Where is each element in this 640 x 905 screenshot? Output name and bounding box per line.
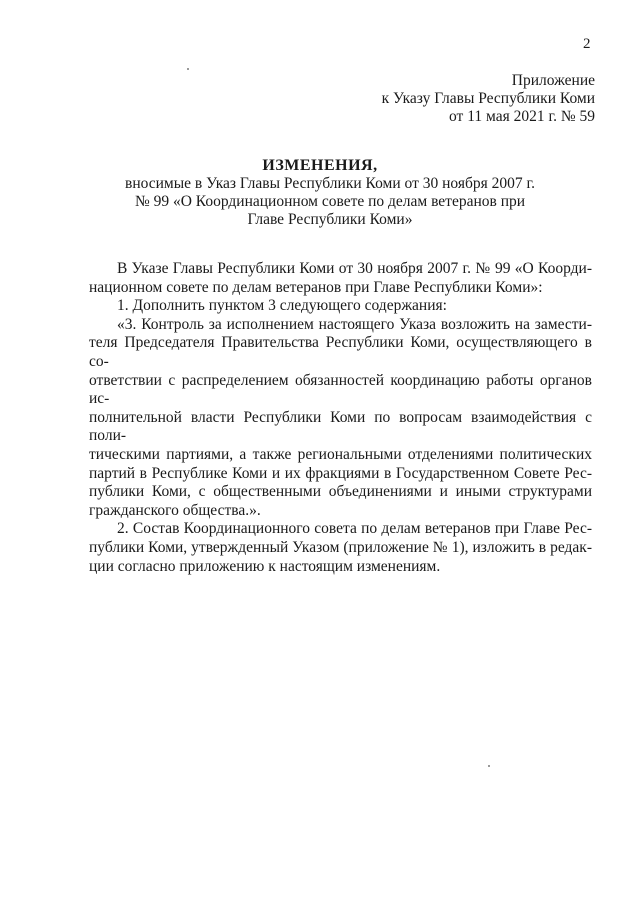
quote-paragraph-line: публики Коми, с общественными объединениями и иными структурами (89, 483, 592, 501)
quote-paragraph-line: партий в Республике Коми и их фракциями в Государственном Совете Рес- (89, 464, 592, 482)
scan-speck (187, 68, 189, 70)
item-2-paragraph-line: 2. Состав Координационного совета по делам ветеранов при Главе Рес- (117, 520, 592, 538)
page-number: 2 (583, 36, 591, 52)
appendix-decree-reference: к Указу Главы Республики Коми (381, 90, 595, 107)
subtitle-line: Главе Республики Коми» (247, 211, 413, 228)
intro-paragraph-line: В Указе Главы Республики Коми от 30 ноября 2007 г. № 99 «О Коорди- (117, 260, 592, 277)
subtitle-line: № 99 «О Координационном совете по делам ветеранов при (134, 193, 526, 210)
quote-paragraph-line: полнительной власти Республики Коми по вопросам взаимодействия с поли- (89, 408, 592, 445)
quote-paragraph-line: теля Председателя Правительства Республики Коми, осуществляющего в со- (89, 334, 592, 370)
quote-paragraph-line: гражданского общества.». (89, 501, 261, 519)
quote-paragraph-line: «3. Контроль за исполнением настоящего Указа возложить на замести- (117, 315, 592, 333)
quote-paragraph-line: ответствии с распределением обязанностей координацию работы органов ис- (89, 371, 592, 408)
subtitle-line: вносимые в Указ Главы Республики Коми от 30 ноября 2007 г. (125, 175, 535, 192)
document-subtitle (120, 175, 540, 229)
intro-paragraph-line: национном совете по делам ветеранов при Главе Республики Коми»: (89, 278, 543, 296)
appendix-label: Приложение (511, 72, 595, 89)
scan-speck (488, 765, 490, 767)
item-1-paragraph: 1. Дополнить пунктом 3 следующего содержания: (117, 297, 447, 315)
document-body (89, 260, 592, 576)
item-2-paragraph-line: ции согласно приложению к настоящим изменениям. (89, 557, 441, 575)
item-2-paragraph-line: публики Коми, утвержденный Указом (приложение № 1), изложить в редак- (89, 538, 592, 556)
document-title: ИЗМЕНЕНИЯ, (262, 157, 378, 174)
appendix-header (382, 72, 595, 126)
appendix-date-number: от 11 мая 2021 г. № 59 (449, 108, 595, 125)
quote-paragraph-line: тическими партиями, а также региональными отделениями политических (89, 445, 592, 463)
